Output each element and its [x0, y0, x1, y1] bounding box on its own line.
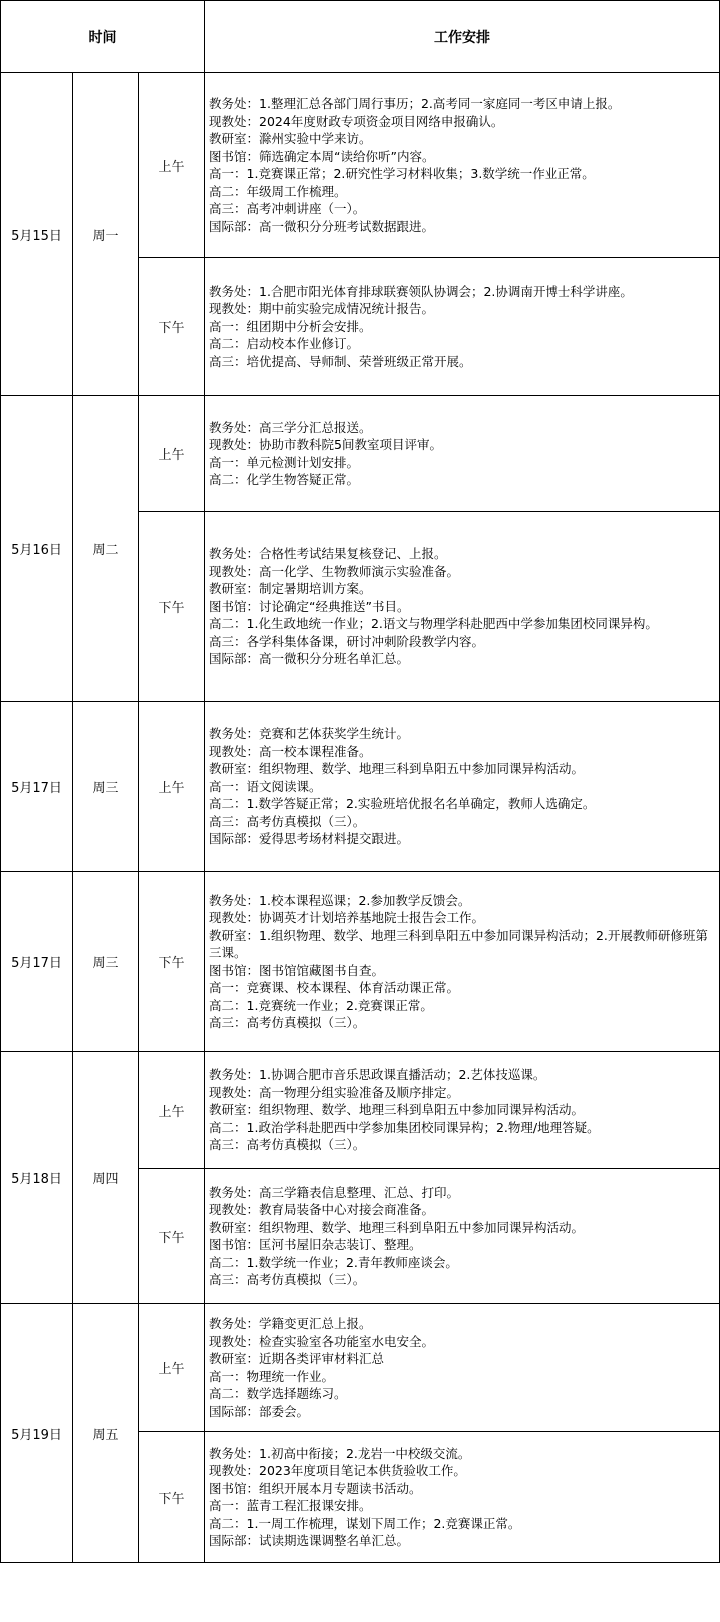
- schedule-row: [1, 702, 720, 872]
- work-item: 现教处：高一物理分组实验准备及顺序排定。: [209, 1084, 460, 1100]
- work-item: 教务处：竞赛和艺体获奖学生统计。: [209, 726, 410, 742]
- header-row: [1, 1, 720, 73]
- work-cell: [205, 1304, 720, 1432]
- schedule-row: [1, 73, 720, 258]
- work-cell: [205, 73, 720, 258]
- time-header: 时间: [1, 1, 205, 73]
- work-item: 现教处：检查实验室各功能室水电安全。: [209, 1333, 435, 1349]
- work-item: 高三：高考仿真模拟（三）。: [209, 1015, 366, 1030]
- work-item: 教务处：合格性考试结果复核登记、上报。: [209, 546, 447, 562]
- weekday-cell: 周一: [73, 73, 139, 396]
- weekday-cell: 周三: [73, 872, 139, 1052]
- work-item: 国际部：高一微积分分班名单汇总。: [209, 651, 410, 667]
- work-item: 国际部：高一微积分分班考试数据跟进。: [209, 218, 435, 234]
- work-cell: [205, 702, 720, 872]
- work-item: 图书馆：组织开展本月专题读书活动。: [209, 1480, 422, 1496]
- work-item: 高二：1.数学统一作业；2.青年教师座谈会。: [209, 1254, 458, 1270]
- work-item: 教研室：组织物理、数学、地理三科到阜阳五中参加同课异构活动。: [209, 1219, 585, 1235]
- work-item: 教研室：1.组织物理、数学、地理三科到阜阳五中参加同课异构活动；2.开展教师研修班第三课。: [209, 927, 708, 960]
- work-item: 高二：1.一周工作梳理，谋划下周工作；2.竞赛课正常。: [209, 1515, 521, 1531]
- work-item: 教研室：滁州实验中学来访。: [209, 131, 372, 146]
- work-item: 高三：高考冲刺讲座（一）。: [209, 201, 366, 216]
- period-cell: 下午: [139, 1169, 205, 1304]
- schedule-row: [1, 1304, 720, 1432]
- work-item: 高一：语文阅读课。: [209, 778, 322, 794]
- work-item: 教务处：1.校本课程巡课；2.参加教学反馈会。: [209, 892, 471, 908]
- work-cell: [205, 1169, 720, 1304]
- work-item: 图书馆：图书馆馆藏图书自查。: [209, 962, 385, 978]
- work-item: 现教处：教育局装备中心对接会商准备。: [209, 1202, 435, 1217]
- period-cell: 下午: [139, 512, 205, 702]
- work-item: 教务处：1.合肥市阳光体育排球联赛领队协调会；2.协调南开博士科学讲座。: [209, 283, 633, 299]
- work-item: 国际部：试读期选课调整名单汇总。: [209, 1533, 410, 1548]
- weekday-cell: 周五: [73, 1304, 139, 1563]
- period-cell: 上午: [139, 702, 205, 872]
- schedule-row: [1, 396, 720, 512]
- work-cell: [205, 1052, 720, 1169]
- work-item: 高三：各学科集体备课，研讨冲刺阶段教学内容。: [209, 633, 485, 649]
- weekday-cell: 周三: [73, 702, 139, 872]
- work-cell: [205, 258, 720, 396]
- work-item: 高二：年级周工作梳理。: [209, 183, 347, 199]
- work-item: 教务处：学籍变更汇总上报。: [209, 1316, 372, 1331]
- schedule-row: [1, 1052, 720, 1169]
- date-cell: 5月16日: [1, 396, 73, 702]
- work-item: 高二：1.竞赛统一作业；2.竞赛课正常。: [209, 997, 433, 1013]
- work-item: 教务处：1.初高中衔接；2.龙岩一中校级交流。: [209, 1445, 471, 1461]
- date-cell: 5月18日: [1, 1052, 73, 1304]
- date-cell: 5月19日: [1, 1304, 73, 1563]
- work-item: 高一：单元检测计划安排。: [209, 454, 360, 470]
- weekday-cell: 周四: [73, 1052, 139, 1304]
- work-cell: [205, 512, 720, 702]
- work-item: 现教处：期中前实验完成情况统计报告。: [209, 301, 435, 317]
- work-item: 高一：1.竞赛课正常；2.研究性学习材料收集；3.数学统一作业正常。: [209, 166, 595, 181]
- period-cell: 上午: [139, 1052, 205, 1169]
- work-item: 图书馆：讨论确定“经典推送”书目。: [209, 598, 410, 614]
- period-cell: 上午: [139, 1304, 205, 1432]
- work-item: 教研室：组织物理、数学、地理三科到阜阳五中参加同课异构活动。: [209, 1102, 585, 1118]
- work-item: 现教处：高一化学、生物教师演示实验准备。: [209, 563, 460, 579]
- work-item: 高二：1.数学答疑正常；2.实验班培优报名名单确定，教师人选确定。: [209, 796, 596, 812]
- work-item: 教务处：1.整理汇总各部门周行事历；2.高考同一家庭同一考区申请上报。: [209, 96, 621, 111]
- work-item: 现教处：协助市教科院5间教室项目评审。: [209, 437, 442, 452]
- work-item: 现教处：高一校本课程准备。: [209, 743, 372, 759]
- work-item: 高二：启动校本作业修订。: [209, 336, 360, 352]
- period-cell: 下午: [139, 1432, 205, 1563]
- work-item: 图书馆：匡河书屋旧杂志装订、整理。: [209, 1237, 422, 1252]
- work-item: 高三：高考仿真模拟（三）。: [209, 1272, 366, 1287]
- work-item: 高一：竞赛课、校本课程、体育活动课正常。: [209, 980, 460, 995]
- work-header: 工作安排: [205, 1, 720, 73]
- period-cell: 下午: [139, 258, 205, 396]
- work-item: 国际部：部委会。: [209, 1403, 310, 1419]
- period-cell: 上午: [139, 73, 205, 258]
- work-item: 高一：蓝青工程汇报课安排。: [209, 1498, 372, 1513]
- work-cell: [205, 872, 720, 1052]
- work-item: 高二：数学选择题练习。: [209, 1386, 347, 1401]
- work-item: 现教处：2024年度财政专项资金项目网络申报确认。: [209, 113, 504, 129]
- work-item: 现教处：协调英才计划培养基地院士报告会工作。: [209, 910, 485, 925]
- work-item: 高二：1.政治学科赴肥西中学参加集团校同课异构；2.物理/地理答疑。: [209, 1119, 600, 1135]
- date-cell: 5月17日: [1, 872, 73, 1052]
- work-item: 图书馆：筛选确定本周“读给你听”内容。: [209, 148, 435, 164]
- work-cell: [205, 396, 720, 512]
- work-item: 高二：化学生物答疑正常。: [209, 472, 360, 487]
- work-item: 高二：1.化生政地统一作业；2.语文与物理学科赴肥西中学参加集团校同课异构。: [209, 616, 658, 632]
- date-cell: 5月17日: [1, 702, 73, 872]
- work-item: 高三：高考仿真模拟（三）。: [209, 813, 366, 829]
- work-item: 现教处：2023年度项目笔记本供货验收工作。: [209, 1463, 466, 1478]
- date-cell: 5月15日: [1, 73, 73, 396]
- period-cell: 上午: [139, 396, 205, 512]
- work-item: 教务处：高三学分汇总报送。: [209, 419, 372, 435]
- work-item: 高三：高考仿真模拟（三）。: [209, 1137, 366, 1153]
- work-item: 高一：组团期中分析会安排。: [209, 318, 372, 334]
- work-item: 教务处：高三学籍表信息整理、汇总、打印。: [209, 1184, 460, 1200]
- period-cell: 下午: [139, 872, 205, 1052]
- work-item: 国际部：爱得思考场材料提交跟进。: [209, 831, 410, 847]
- work-cell: [205, 1432, 720, 1563]
- work-item: 教研室：制定暑期培训方案。: [209, 581, 372, 597]
- work-item: 高一：物理统一作业。: [209, 1368, 335, 1384]
- work-item: 教务处：1.协调合肥市音乐思政课直播活动；2.艺体技巡课。: [209, 1067, 546, 1083]
- schedule-row: [1, 872, 720, 1052]
- weekday-cell: 周二: [73, 396, 139, 702]
- work-item: 教研室：近期各类评审材料汇总: [209, 1351, 385, 1366]
- work-item: 教研室：组织物理、数学、地理三科到阜阳五中参加同课异构活动。: [209, 761, 585, 777]
- work-item: 高三：培优提高、导师制、荣誉班级正常开展。: [209, 353, 472, 369]
